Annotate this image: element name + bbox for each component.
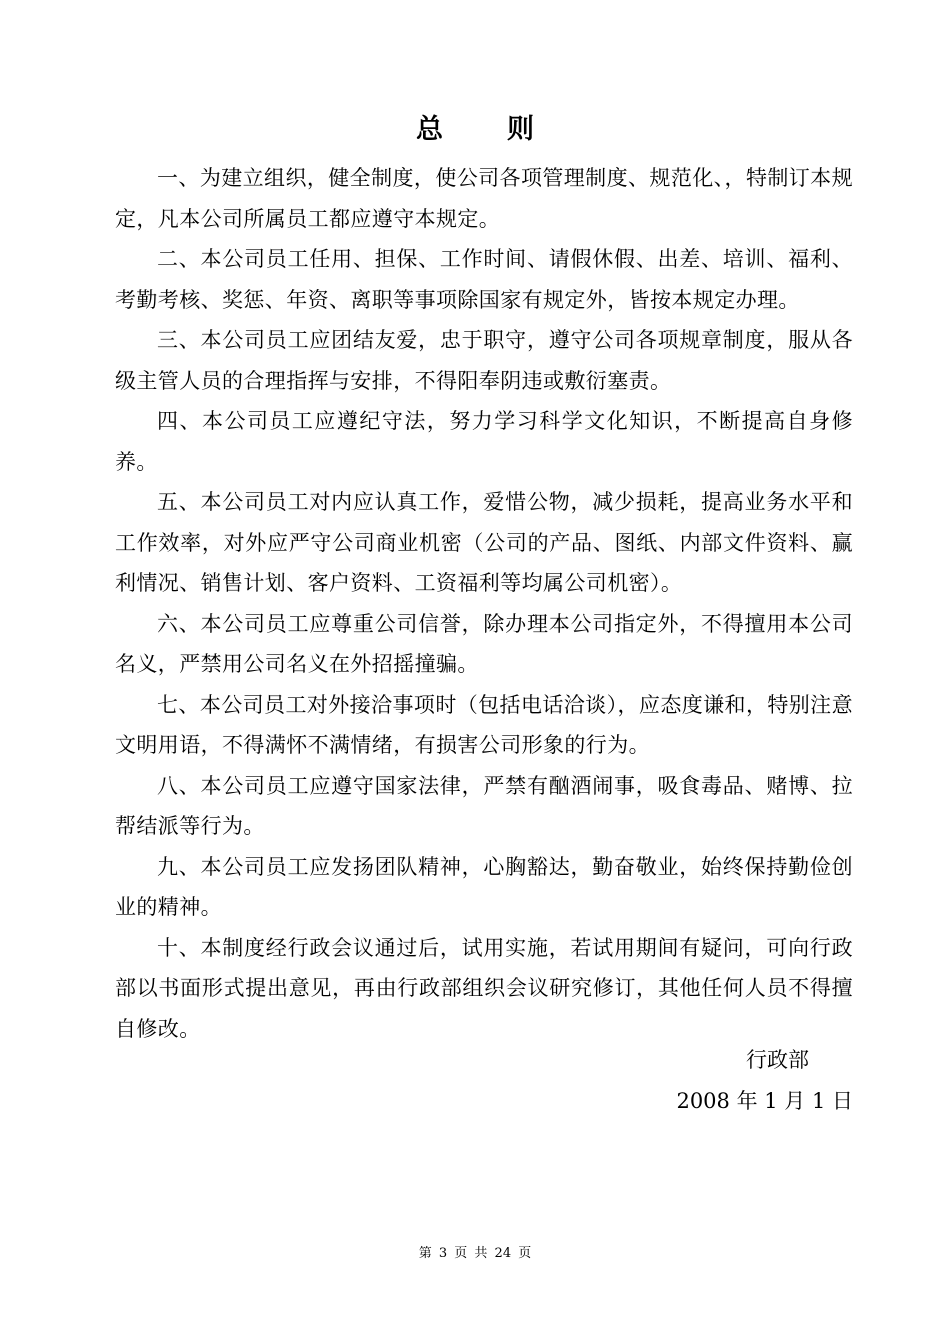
paragraph-10: 十、本制度经行政会议通过后，试用实施，若试用期间有疑问，可向行政部以书面形式提出意见，再由行政部组织会议研究修订，其他任何人员不得擅自修改。 [115, 935, 853, 1041]
paragraph-8: 八、本公司员工应遵守国家法律，严禁有酗酒闹事，吸食毒品、赌博、拉帮结派等行为。 [115, 773, 853, 838]
signature-block [115, 1040, 853, 1121]
page-footer: 第 3 页 共 24 页 [418, 1246, 532, 1261]
signature-date: 2008 年 1 月 1 日 [676, 1088, 853, 1113]
signature-department: 行政部 [746, 1048, 809, 1072]
paragraph-3: 三、本公司员工应团结友爱，忠于职守，遵守公司各项规章制度，服从各级主管人员的合理指挥与安排，不得阳奉阴违或敷衍塞责。 [115, 328, 853, 393]
page-title: 总则 [416, 114, 598, 145]
paragraph-4: 四、本公司员工应遵纪守法，努力学习科学文化知识，不断提高自身修养。 [115, 409, 853, 474]
paragraph-9: 九、本公司员工应发扬团队精神，心胸豁达，勤奋敬业，始终保持勤俭创业的精神。 [115, 854, 853, 919]
paragraph-2: 二、本公司员工任用、担保、工作时间、请假休假、出差、培训、福利、考勤考核、奖惩、年资、离职等事项除国家有规定外，皆按本规定办理。 [115, 247, 853, 312]
paragraph-1: 一、为建立组织，健全制度，使公司各项管理制度、规范化、，特制订本规定，凡本公司所属员工都应遵守本规定。 [115, 166, 853, 231]
paragraph-7: 七、本公司员工对外接洽事项时（包括电话洽谈），应态度谦和，特别注意文明用语，不得满怀不满情绪，有损害公司形象的行为。 [115, 692, 853, 757]
paragraph-5: 五、本公司员工对内应认真工作，爱惜公物，减少损耗，提高业务水平和工作效率，对外应严守公司商业机密（公司的产品、图纸、内部文件资料、赢利情况、销售计划、客户资料、工资福利等均属公司机密）。 [115, 490, 853, 595]
paragraph-6: 六、本公司员工应尊重公司信誉，除办理本公司指定外，不得擅用本公司名义，严禁用公司名义在外招摇撞骗。 [115, 611, 853, 676]
document-body [115, 158, 853, 1049]
